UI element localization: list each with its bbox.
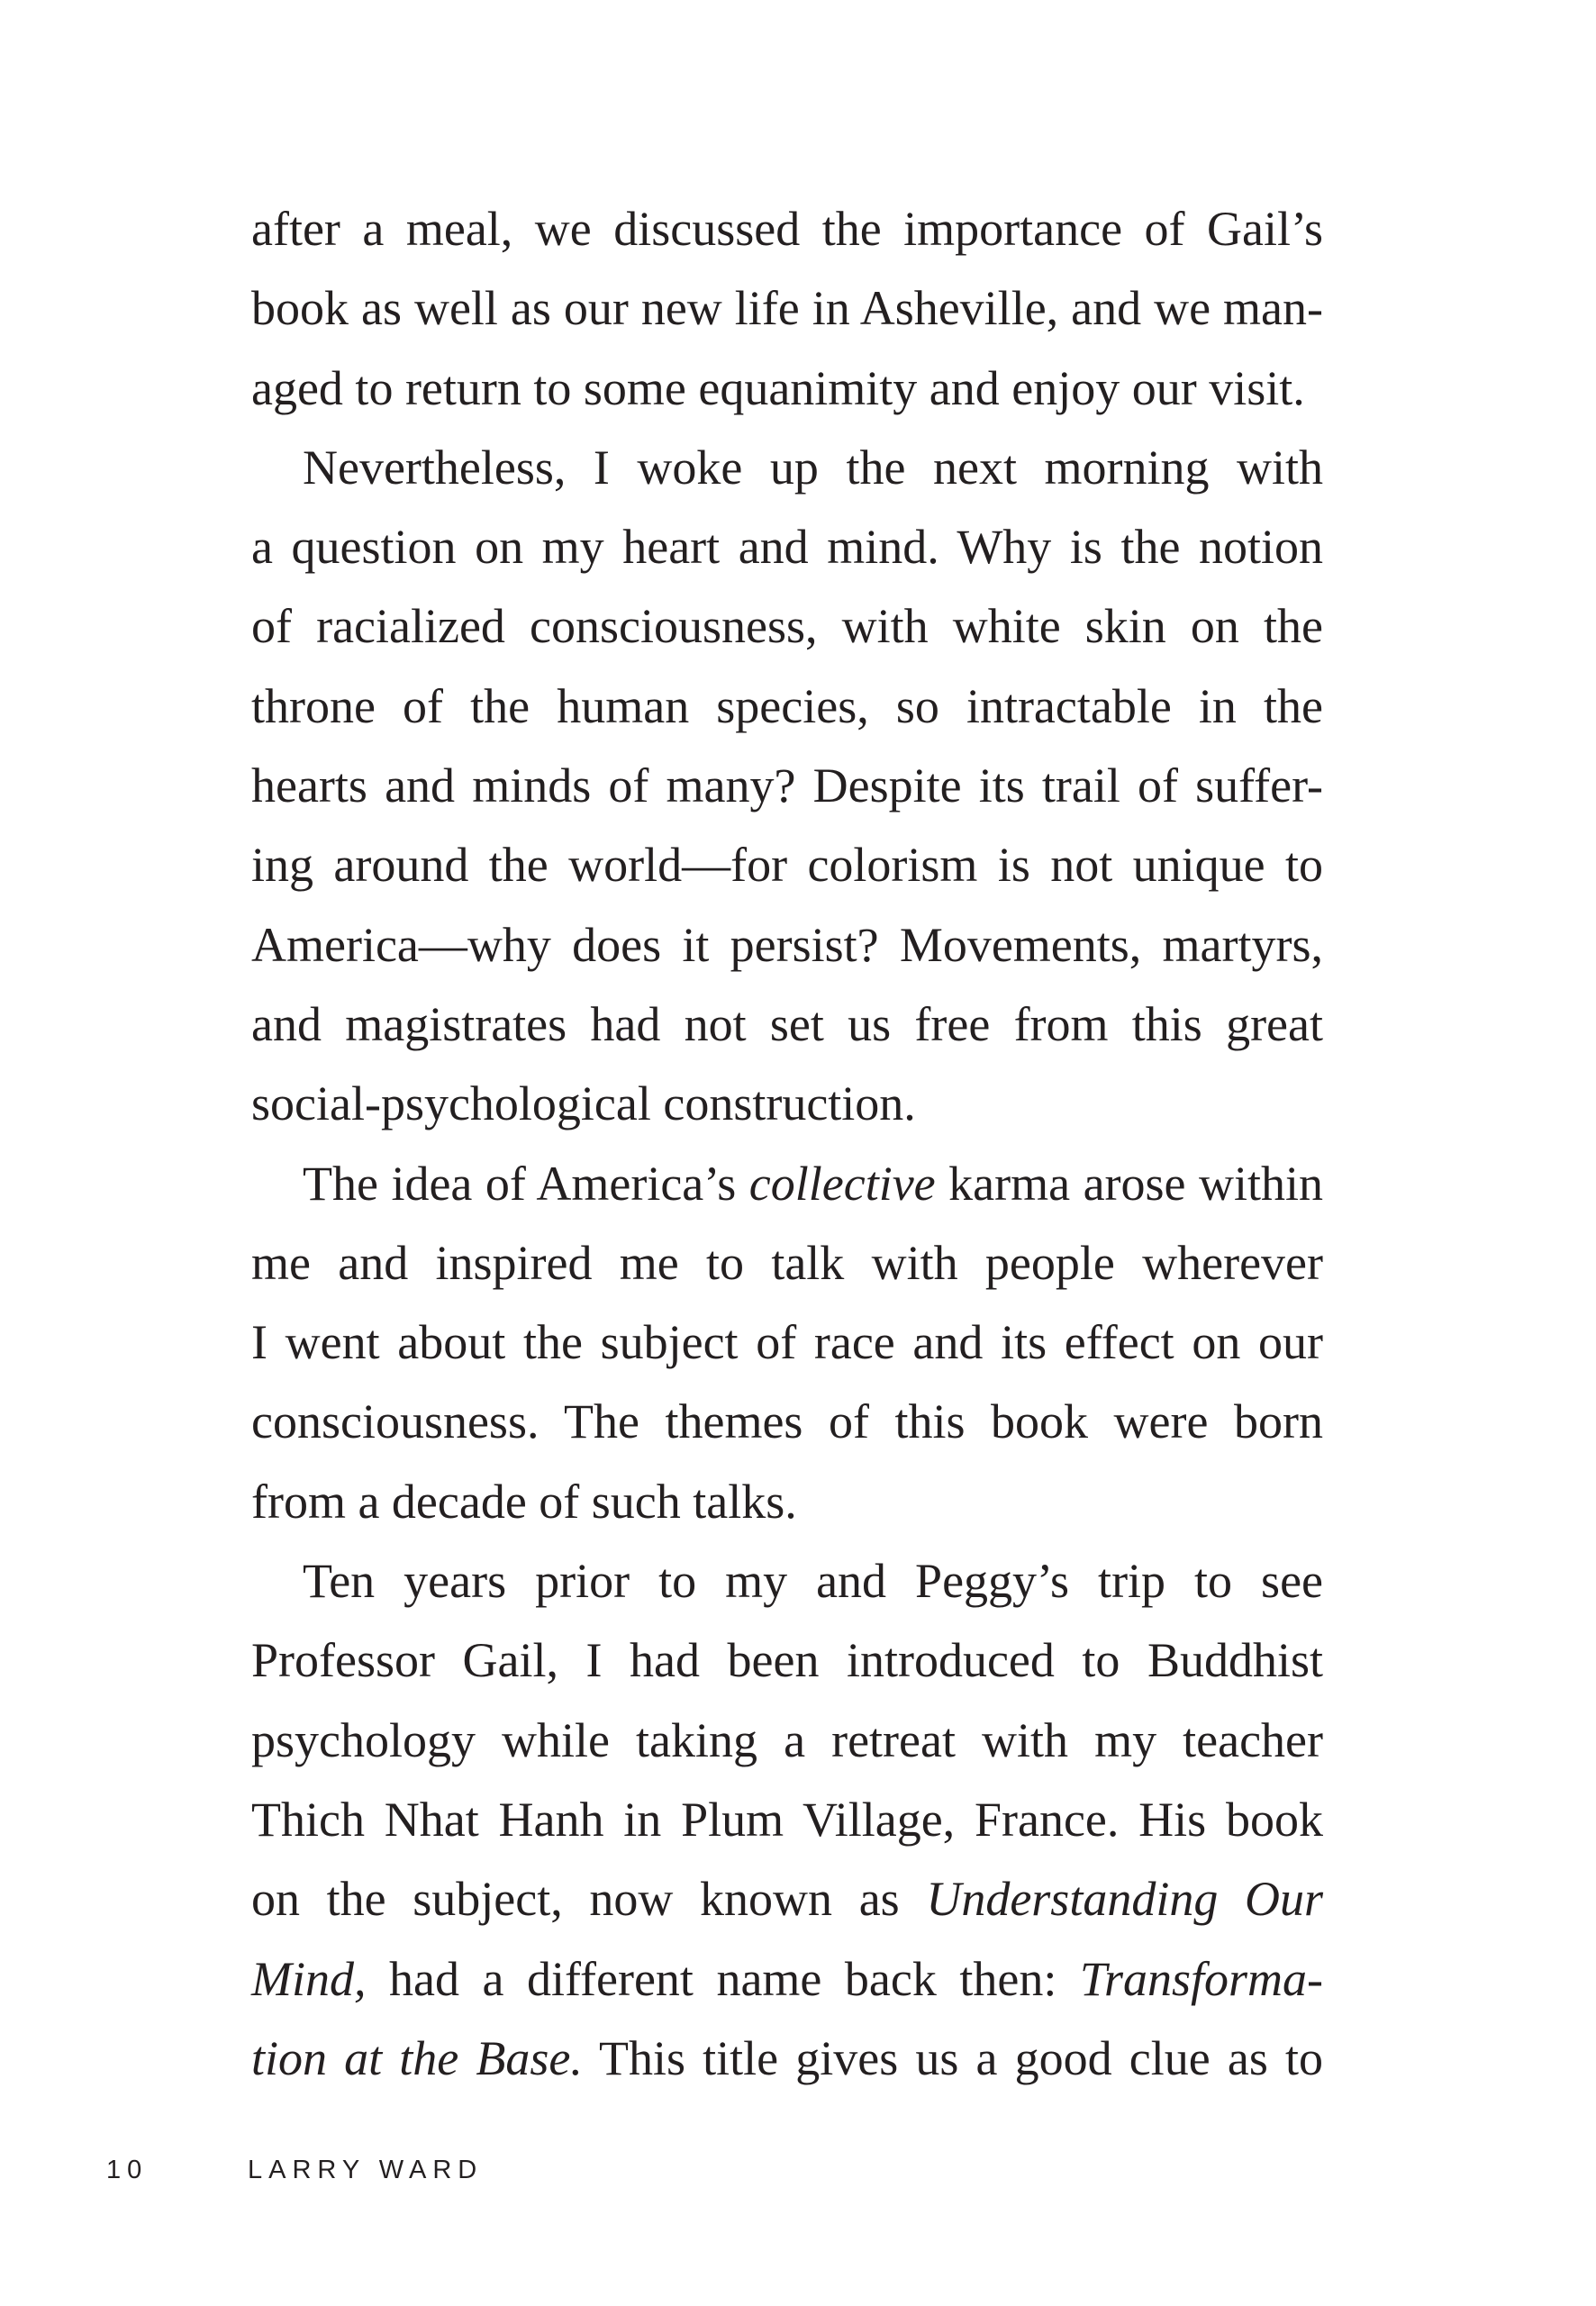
text-line-10: America—why does it persist? Movements, martyrs, — [251, 917, 1323, 972]
text-line-3: aged to return to some equanimity and enjoy our visit. — [251, 360, 1305, 415]
text-line-4: Nevertheless, I woke up the next morning with — [303, 440, 1323, 495]
text-line-5: a question on my heart and mind. Why is the notion — [251, 520, 1323, 575]
text-line-21: Thich Nhat Hanh in Plum Village, France. His book — [251, 1792, 1323, 1847]
text-line-23: Mind, had a different name back then: Transforma- — [251, 1951, 1323, 2006]
text-line-20: psychology while taking a retreat with my teacher — [251, 1712, 1323, 1767]
text-line-16: consciousness. The themes of this book were born — [251, 1394, 1323, 1449]
text-line-7: throne of the human species, so intractable in the — [251, 678, 1323, 733]
italic-collective: collective — [748, 1156, 936, 1211]
italic-book-title: Understanding Our — [926, 1872, 1323, 1927]
text-line-13: The idea of America’s collective karma arose within — [303, 1156, 1324, 1211]
text-line-17: from a decade of such talks. — [251, 1474, 797, 1529]
text-line-18: Ten years prior to my and Peggy’s trip to see — [303, 1554, 1323, 1609]
italic-former-title: Transforma- — [1079, 1951, 1323, 2006]
text-line-19: Professor Gail, I had been introduced to Buddhist — [251, 1633, 1323, 1688]
italic-book-title-cont: Mind, — [251, 1951, 367, 2006]
text-line-8: hearts and minds of many? Despite its trail of suffer- — [251, 758, 1323, 813]
running-head-author: LARRY WARD — [248, 2156, 484, 2184]
text-line-9: ing around the world—for colorism is not unique to — [251, 838, 1323, 893]
text-line-14: me and inspired me to talk with people wherever — [251, 1235, 1323, 1290]
text-line-2: book as well as our new life in Asheville, and we man- — [251, 281, 1323, 336]
body-text — [251, 189, 1323, 2098]
text-line-6: of racialized consciousness, with white skin on the — [251, 599, 1323, 654]
text-line-1: after a meal, we discussed the importance of Gail’s — [251, 202, 1323, 256]
italic-former-title-cont: tion at the Base. — [251, 2030, 583, 2085]
text-line-11: and magistrates had not set us free from this great — [251, 996, 1323, 1051]
text-line-12: social-psychological construction. — [251, 1076, 916, 1131]
text-line-15: I went about the subject of race and its effect on our — [251, 1315, 1323, 1370]
text-line-24: tion at the Base. This title gives us a good clue as to — [251, 2030, 1323, 2085]
page-number: 10 — [106, 2156, 149, 2184]
text-line-22: on the subject, now known as Understanding Our — [251, 1872, 1323, 1927]
